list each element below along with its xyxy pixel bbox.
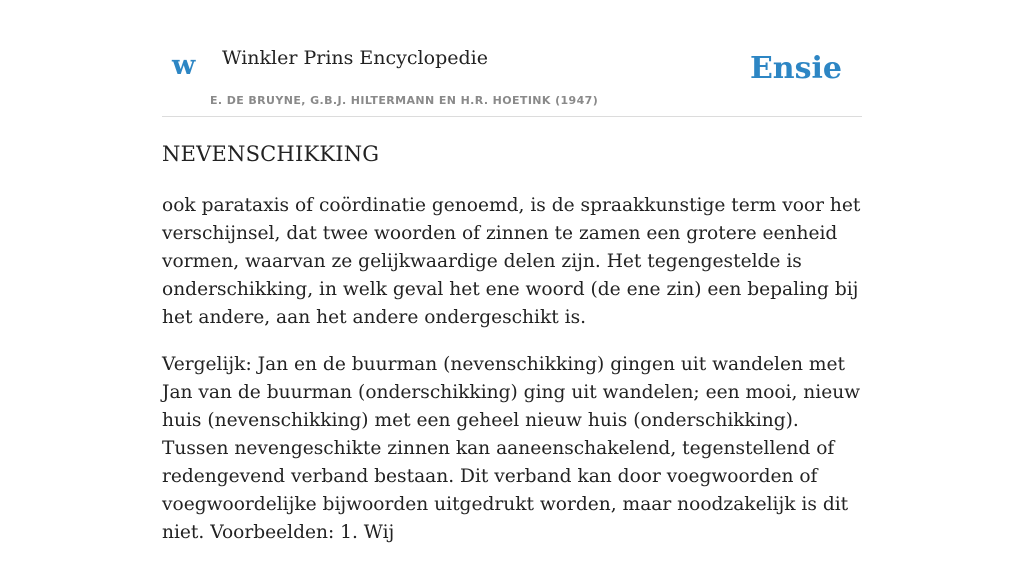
page-container (162, 0, 862, 543)
source-title[interactable]: Winkler Prins Encyclopedie (222, 47, 488, 69)
source-authors: E. DE BRUYNE, G.B.J. HILTERMANN EN H.R. HOETINK (1947) (210, 94, 599, 107)
entry-title: NEVENSCHIKKING (162, 142, 380, 166)
body-paragraph: Vergelijk: Jan en de buurman (nevenschikking) gingen uit wandelen met Jan van de buurman (onderschikking) ging uit wandelen; een mooi, nieuw huis (nevenschikking) met een geheel nieuw huis (onderschikking). Tussen nevengeschikte zinnen kan aaneenschakelend, tegenstellend of redengevend verband bestaan. Dit verband kan door voegwoorden of voegwoordelijke bijwoorden uitgedrukt worden, maar noodzakelijk is dit niet. Voorbeelden: 1. Wij (162, 354, 861, 543)
entry-body (162, 192, 862, 566)
source-header (162, 0, 862, 117)
ensie-logo[interactable]: Ensie (749, 51, 842, 86)
winkler-prins-logo[interactable]: w (172, 50, 196, 81)
body-paragraph: ook parataxis of coördinatie genoemd, is de spraakkunstige term voor het verschijnsel, dat twee woorden of zinnen te zamen een grotere eenheid vormen, waarvan ze gelijkwaardige delen zijn. Het tegengestelde is onderschikking, in welk geval het ene woord (de ene zin) een bepaling bij het andere, aan het andere ondergeschikt is. (162, 195, 861, 328)
